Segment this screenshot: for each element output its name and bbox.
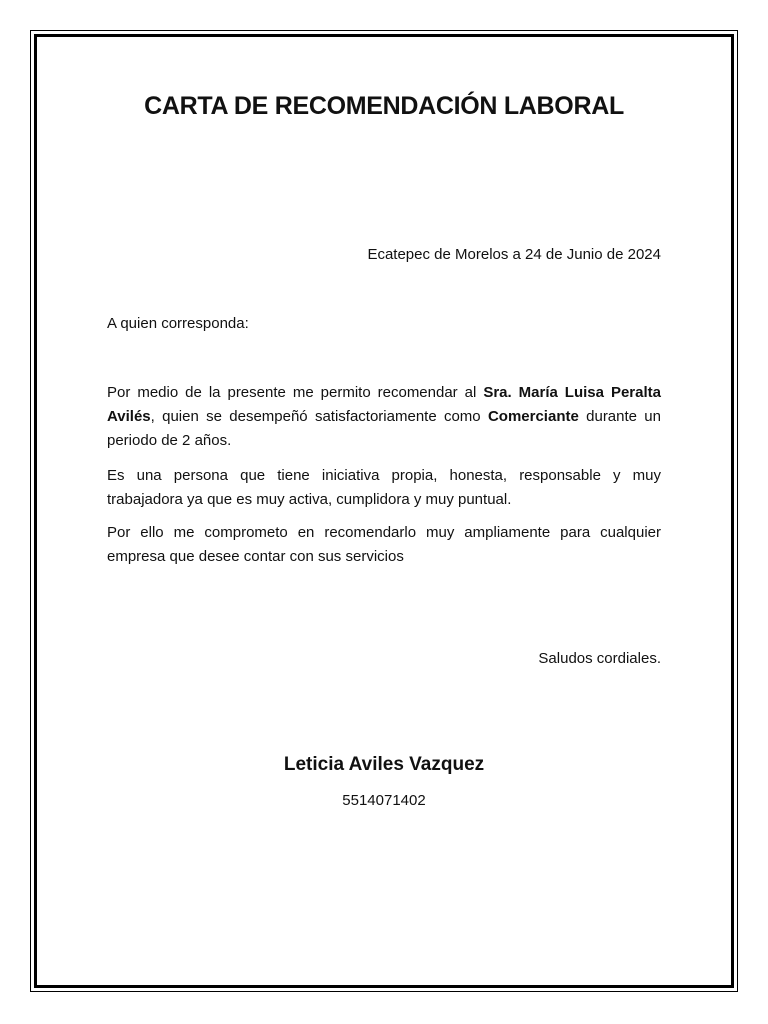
paragraph-text: durante un periodo de 2 años.	[107, 408, 661, 449]
recommended-person-name: Sra. María Luisa Peralta Avilés	[107, 384, 661, 425]
occupation: Comerciante	[487, 408, 579, 425]
signer-name: Leticia Aviles Vazquez	[283, 754, 485, 775]
paragraph-recommendation	[107, 381, 661, 453]
closing-line: Saludos cordiales.	[538, 650, 661, 667]
paragraph-text: Por medio de la presente me permito recomendar al	[107, 384, 484, 401]
letter-title: CARTA DE RECOMENDACIÓN LABORAL	[144, 92, 624, 120]
greeting: A quien corresponda:	[107, 315, 249, 332]
paragraph-qualities: Es una persona que tiene iniciativa propia, honesta, responsable y muy trabajadora ya que es muy activa, cumplidora y muy puntual.	[107, 467, 661, 508]
paragraph-commitment: Por ello me comprometo en recomendarlo muy ampliamente para cualquier empresa que desee contar con sus servicios	[107, 524, 661, 565]
date-line: Ecatepec de Morelos a 24 de Junio de 2024	[367, 246, 661, 263]
signer-phone: 5514071402	[342, 792, 426, 809]
paragraph-text: , quien se desempeñó satisfactoriamente como	[150, 408, 488, 425]
